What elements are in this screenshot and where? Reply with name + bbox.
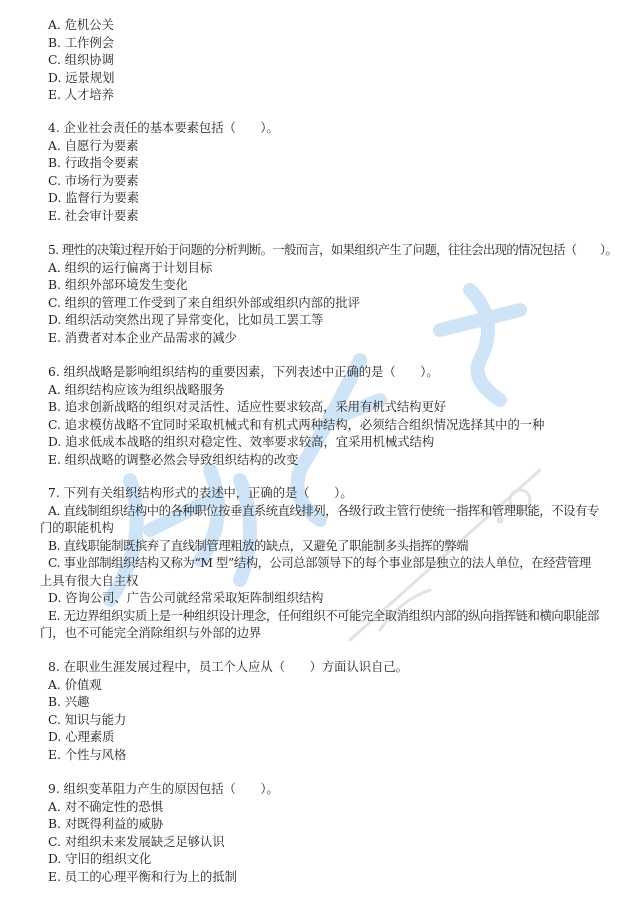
- option-c: C. 事业部制组织结构又称为“M 型”结构，公司总部领导下的每个事业部是独立的法人单位，在经营管理: [48, 556, 591, 570]
- option-e-cont: 门，也不可能完全消除组织与外部的边界: [40, 626, 262, 640]
- option-e: E. 无边界组织实质上是一种组织设计理念，任何组织不可能完全取消组织内部的纵向指挥链和横向职能部: [48, 608, 599, 623]
- option-e: E. 员工的心理平衡和行为上的抵制: [48, 869, 237, 884]
- option-c: C. 市场行为要素: [48, 173, 139, 188]
- option-c: C. 组织协调: [48, 53, 114, 67]
- option-e: E. 社会审计要素: [48, 208, 139, 223]
- option-a: A. 组织结构应该为组织战略服务: [48, 382, 225, 397]
- option-d: D. 组织活动突然出现了异常变化，比如员工罢工等: [48, 313, 324, 327]
- option-a: A. 组织的运行偏离于计划目标: [48, 260, 213, 275]
- question-stem: 7. 下列有关组织结构形式的表述中，正确的是（ ）。: [48, 486, 353, 500]
- option-b: B. 对既得利益的威胁: [48, 817, 164, 831]
- option-b: B. 兴趣: [48, 695, 90, 709]
- option-b: B. 组织外部环境发生变化: [48, 278, 188, 292]
- option-c: C. 知识与能力: [48, 712, 127, 727]
- question-4: [40, 120, 610, 225]
- option-e: E. 个性与风格: [48, 747, 127, 762]
- option-c: C. 追求模仿战略不宜同时采取机械式和有机式两种结构，必须结合组织情况选择其中的一种: [48, 417, 545, 432]
- question-stem: 5. 理性的决策过程开始于问题的分析判断。一般而言，如果组织产生了问题，往往会出现的情况包括（ ）。: [48, 243, 618, 257]
- option-d: D. 守旧的组织文化: [48, 852, 152, 866]
- question-stem: 9. 组织变革阻力产生的原因包括（ ）。: [48, 782, 279, 796]
- option-c-cont: 上具有很大自主权: [40, 573, 139, 588]
- question-8: [40, 659, 610, 764]
- option-b: B. 直线职能制既摈弃了直线制管理粗放的缺点，又避免了职能制多头指挥的弊端: [48, 538, 469, 553]
- question-stem: 4. 企业社会责任的基本要素包括（ ）。: [48, 121, 279, 135]
- option-b: B. 工作例会: [48, 35, 115, 50]
- option-d: D. 心理素质: [48, 730, 115, 744]
- option-e: E. 消费者对本企业产品需求的减少: [48, 330, 237, 345]
- option-a-cont: 门的职能机构: [40, 521, 114, 535]
- option-a: A. 直线制组织结构中的各种职位按垂直系统直线排列，各级行政主管行使统一指挥和管理职能，不设有专: [48, 503, 599, 518]
- option-a: A. 对不确定性的恐惧: [48, 799, 164, 814]
- question-5: [40, 242, 618, 347]
- option-b: B. 追求创新战略的组织对灵活性、适应性要求较高，采用有机式结构更好: [48, 400, 447, 414]
- option-d: D. 追求低成本战略的组织对稳定性、效率要求较高，宜采用机械式结构: [48, 435, 435, 449]
- option-a: A. 价值观: [48, 677, 102, 692]
- question-stem: 8. 在职业生涯发展过程中，员工个人应从（ ）方面认识自己。: [48, 660, 408, 674]
- option-e: E. 组织战略的调整必然会导致组织结构的改变: [48, 452, 299, 467]
- option-e: E. 人才培养: [48, 88, 114, 102]
- question-7: [40, 485, 610, 643]
- question-6: [40, 364, 610, 469]
- option-a: A. 危机公关: [48, 18, 114, 32]
- option-b: B. 行政指令要素: [48, 156, 139, 170]
- option-a: A. 自愿行为要素: [48, 138, 139, 153]
- option-d: D. 监督行为要素: [48, 191, 140, 205]
- option-d: D. 咨询公司、广告公司就经常采取矩阵制组织结构: [48, 591, 324, 605]
- question-9: [40, 781, 610, 886]
- option-d: D. 远景规划: [48, 70, 115, 85]
- question-stem: 6. 组织战略是影响组织结构的重要因素，下列表述中正确的是（ ）。: [48, 365, 439, 379]
- option-c: C. 对组织未来发展缺乏足够认识: [48, 834, 225, 849]
- question-3-options: [40, 17, 610, 105]
- option-c: C. 组织的管理工作受到了来自组织外部或组织内部的批评: [48, 295, 360, 310]
